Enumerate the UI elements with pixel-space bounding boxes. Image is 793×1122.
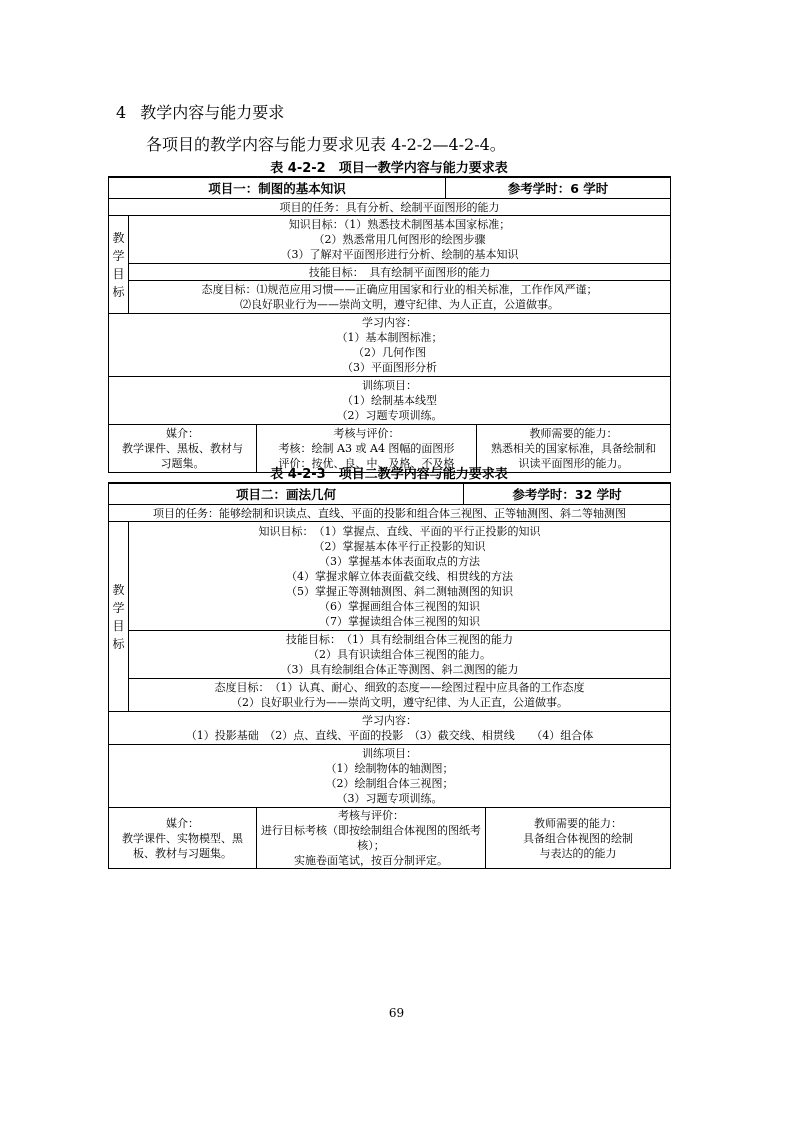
table1-teacher-ability: 教师需要的能力： 熟悉相关的国家标准，具备绘制和 识读平面图形的能力。 bbox=[477, 425, 671, 473]
table2-training-items: 训练项目： （1）绘制物体的轴测图； （2）绘制组合体三视图； （3）习题专项训练。 bbox=[109, 745, 671, 808]
table1-learning-content: 学习内容： （1）基本制图标准； （2）几何作图 （3）平面图形分析 bbox=[109, 314, 671, 377]
table2-hours: 参考学时：32 学时 bbox=[464, 483, 671, 505]
table2-objective-label: 教 学 目 标 bbox=[109, 522, 129, 712]
table1-skill-objective: 技能目标： 具有绘制平面图形的能力 bbox=[129, 264, 671, 281]
table2-teacher-ability: 教师需要的能力： 具备组合体视图的绘制 与表达的的能力 bbox=[486, 808, 671, 869]
table2-learning-content: 学习内容： （1）投影基础 （2）点、直线、平面的投影 （3）截交线、相贯线 （4）组合体 bbox=[109, 712, 671, 745]
intro-paragraph: 各项目的教学内容与能力要求见表 4-2-2—4-2-4。 bbox=[146, 135, 506, 154]
table2-assessment: 考核与评价： 进行目标考核（即按绘制组合体视图的图纸考核）； 实施卷面笔试，按百分制评定。 bbox=[257, 808, 486, 869]
table2-attitude-objective: 态度目标： （1）认真、耐心、细致的态度——绘图过程中应具备的工作态度 （2）良好职业行为——崇尚文明，遵守纪律、为人正直，公道做事。 bbox=[129, 679, 671, 712]
table2-skill-objective: 技能目标： （1）具有绘制组合体三视图的能力 （2）具有识读组合体三视图的能力。 （3）具有绘制组合体正等测图、斜二测图的能力 bbox=[129, 631, 671, 679]
section-heading bbox=[116, 100, 284, 123]
table2-knowledge-objective: 知识目标： （1）掌握点、直线、平面的平行正投影的知识 （2）掌握基本体平行正投影的知识 （3）掌握基本体表面取点的方法 （4）掌握求解立体表面截交线、相贯线的方法 （5）掌握正等测轴测图、斜二测轴测图的知识 （6）掌握画组合体三视图的知识 （7）掌握读组合体三视图的知识 bbox=[129, 522, 671, 631]
table2-media: 媒介： 教学课件、实物模型、黑 板、教材与习题集。 bbox=[109, 808, 257, 869]
table1-objective-label: 教 学 目 标 bbox=[109, 216, 129, 314]
table2-task: 项目的任务：能够绘制和识读点、直线、平面的投影和组合体三视图、正等轴测图、斜二等轴测图 bbox=[109, 505, 671, 522]
table1 bbox=[108, 176, 671, 473]
table1-task: 项目的任务：具有分析、绘制平面图形的能力 bbox=[109, 199, 671, 216]
table2-project-title: 项目二：画法几何 bbox=[109, 483, 464, 505]
section-number: 4 bbox=[116, 103, 127, 122]
section-title: 教学内容与能力要求 bbox=[140, 103, 285, 122]
table2 bbox=[108, 482, 671, 869]
table1-assessment: 考核与评价： 考核：绘制 A3 或 A4 图幅的面图形 评价：按优、良、中、及格、不及格 bbox=[257, 425, 477, 473]
table1-attitude-objective: 态度目标：⑴规范应用习惯——正确应用国家和行业的相关标准，工作作风严谨； ⑵良好职业行为——崇尚文明，遵守纪律、为人正直，公道做事。 bbox=[129, 281, 671, 314]
page-number: 69 bbox=[388, 1006, 405, 1020]
table1-hours: 参考学时：6 学时 bbox=[446, 177, 671, 199]
table1-media: 媒介： 教学课件、黑板、教材与 习题集。 bbox=[109, 425, 257, 473]
table1-training-items: 训练项目： （1）绘制基本线型 （2）习题专项训练。 bbox=[109, 377, 671, 425]
table2-caption: 表 4-2-3 项目二教学内容与能力要求表 bbox=[270, 467, 508, 482]
table1-knowledge-objective: 知识目标：（1）熟悉技术制图基本国家标准； （2）熟悉常用几何图形的绘图步骤 （3）了解对平面图形进行分析、绘制的基本知识 bbox=[129, 216, 671, 264]
table1-project-title: 项目一：制图的基本知识 bbox=[109, 177, 446, 199]
table1-caption: 表 4-2-2 项目一教学内容与能力要求表 bbox=[270, 161, 508, 176]
